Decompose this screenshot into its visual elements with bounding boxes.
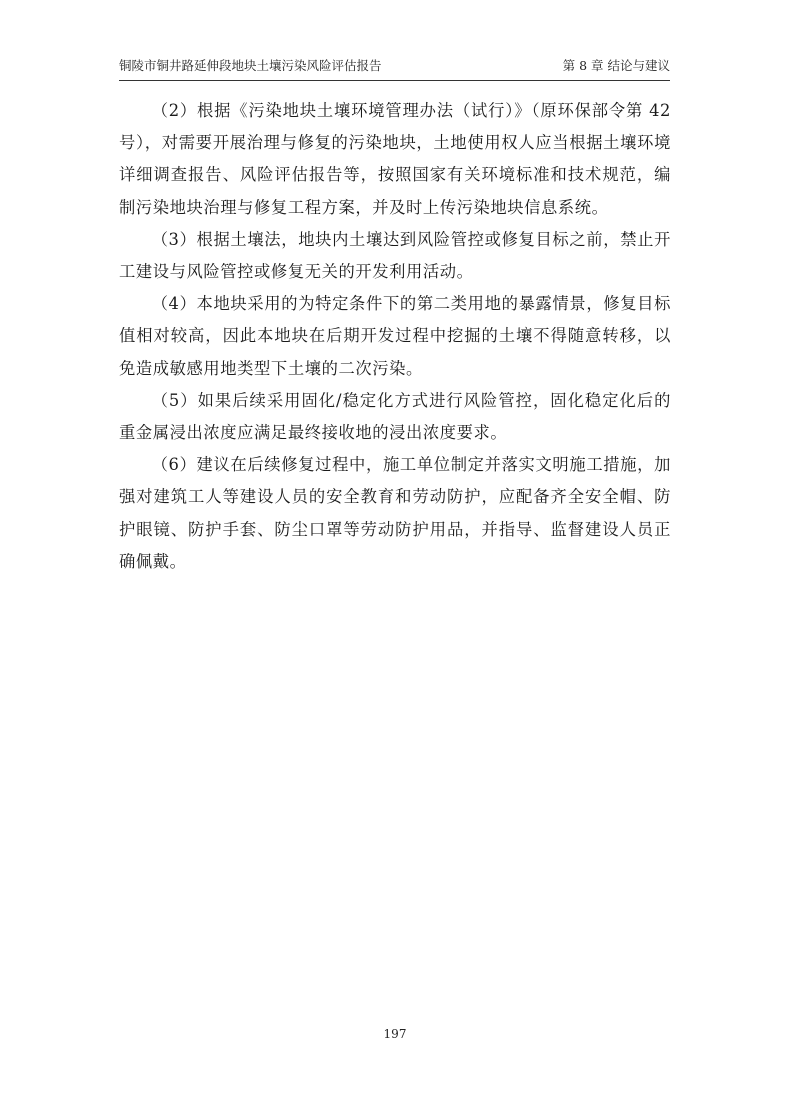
paragraph-5: （5）如果后续采用固化/稳定化方式进行风险管控，固化稳定化后的重金属浸出浓度应满足最终接收地的浸出浓度要求。 [119, 390, 671, 443]
paragraph-4: （4）本地块采用的为特定条件下的第二类用地的暴露情景，修复目标值相对较高，因此本地块在后期开发过程中挖掘的土壤不得随意转移，以免造成敏感用地类型下土壤的二次污染。 [119, 294, 671, 378]
paragraph-6: （6）建议在后续修复过程中，施工单位制定并落实文明施工措施，加强对建筑工人等建设人员的安全教育和劳动防护，应配备齐全安全帽、防护眼镜、防护手套、防尘口罩等劳动防护用品，并指导、监督建设人员正确佩戴。 [119, 455, 671, 571]
page-number: 197 [383, 1027, 407, 1041]
chapter-title: 第 8 章 结论与建议 [562, 58, 670, 73]
main-content [119, 95, 671, 578]
header-divider [119, 80, 670, 81]
page-header [119, 56, 670, 76]
report-title: 铜陵市铜井路延伸段地块土壤污染风险评估报告 [119, 58, 382, 73]
paragraph-3: （3）根据土壤法，地块内土壤达到风险管控或修复目标之前，禁止开工建设与风险管控或修复无关的开发利用活动。 [119, 229, 671, 282]
paragraph-2: （2）根据《污染地块土壤环境管理办法（试行）》（原环保部令第 42 号），对需要开展治理与修复的污染地块，土地使用权人应当根据土壤环境详细调查报告、风险评估报告等，按照国家有关环境标准和技术规范，编制污染地块治理与修复工程方案，并及时上传污染地块信息系统。 [119, 101, 671, 217]
